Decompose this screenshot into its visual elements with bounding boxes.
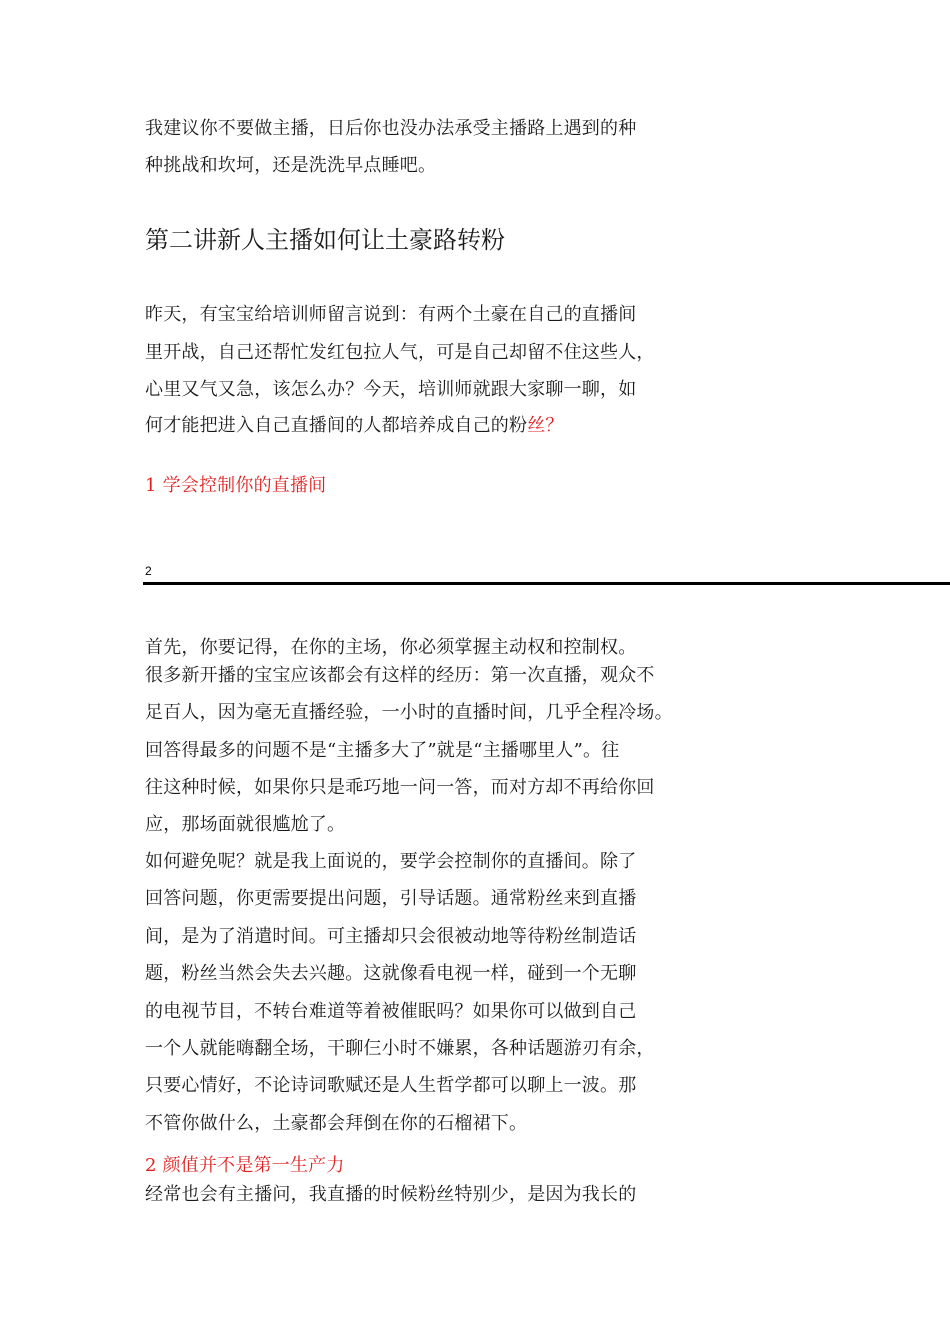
para1-line-4-red-text: 丝？ [527, 415, 564, 436]
body-line-05: 往这种时候，如果你只是乖巧地一问一答，而对方却不再给你回 [145, 777, 655, 798]
subheading-2: 2 颜值并不是第一生产力 [145, 1155, 345, 1176]
body-line-09: 间，是为了消遣时间。可主播却只会很被动地等待粉丝制造话 [145, 926, 637, 947]
body-line-02: 很多新开播的宝宝应该都会有这样的经历：第一次直播，观众不 [145, 665, 655, 686]
para1-line-3: 心里又气又急，该怎么办？今天，培训师就跟大家聊一聊，如 [145, 379, 637, 400]
body-line-12: 一个人就能嗨翻全场，干聊仨小时不嫌累，各种话题游刃有余， [145, 1038, 655, 1059]
para1-line-4 [145, 414, 564, 438]
para1-line-1: 昨天，有宝宝给培训师留言说到：有两个土豪在自己的直播间 [145, 304, 637, 325]
page-number: 2 [145, 564, 152, 578]
body-line-11: 的电视节目，不转台难道等着被催眠吗？如果你可以做到自己 [145, 1001, 637, 1022]
body-line-13: 只要心情好，不论诗词歌赋还是人生哲学都可以聊上一波。那 [145, 1075, 637, 1096]
page-divider [143, 582, 950, 585]
body-line-03: 足百人，因为毫无直播经验，一小时的直播时间，几乎全程冷场。 [145, 702, 673, 723]
body-line-06: 应，那场面就很尴尬了。 [145, 814, 346, 835]
body-line-04: 回答得最多的问题不是“主播多大了”就是“主播哪里人”。往 [145, 740, 620, 761]
intro-line-1: 我建议你不要做主播，日后你也没办法承受主播路上遇到的种 [145, 118, 637, 139]
body-line-08: 回答问题，你更需要提出问题，引导话题。通常粉丝来到直播 [145, 888, 637, 909]
para1-line-2: 里开战，自己还帮忙发红包拉人气，可是自己却留不住这些人， [145, 342, 655, 363]
body-last-line: 经常也会有主播问，我直播的时候粉丝特别少，是因为我长的 [145, 1184, 637, 1205]
body-line-01: 首先，你要记得，在你的主场，你必须掌握主动权和控制权。 [145, 637, 637, 658]
body-line-10: 题，粉丝当然会失去兴趣。这就像看电视一样，碰到一个无聊 [145, 963, 637, 984]
body-line-14: 不管你做什么，土豪都会拜倒在你的石榴裙下。 [145, 1113, 528, 1134]
subheading-1: 1 学会控制你的直播间 [145, 475, 327, 496]
para1-line-4-text: 何才能把进入自己直播间的人都培养成自己的粉 [145, 415, 528, 436]
intro-line-2: 种挑战和坎坷，还是洗洗早点睡吧。 [145, 155, 437, 176]
body-line-07: 如何避免呢？就是我上面说的，要学会控制你的直播间。除了 [145, 851, 637, 872]
section-title: 第二讲新人主播如何让土豪路转粉 [145, 226, 505, 254]
